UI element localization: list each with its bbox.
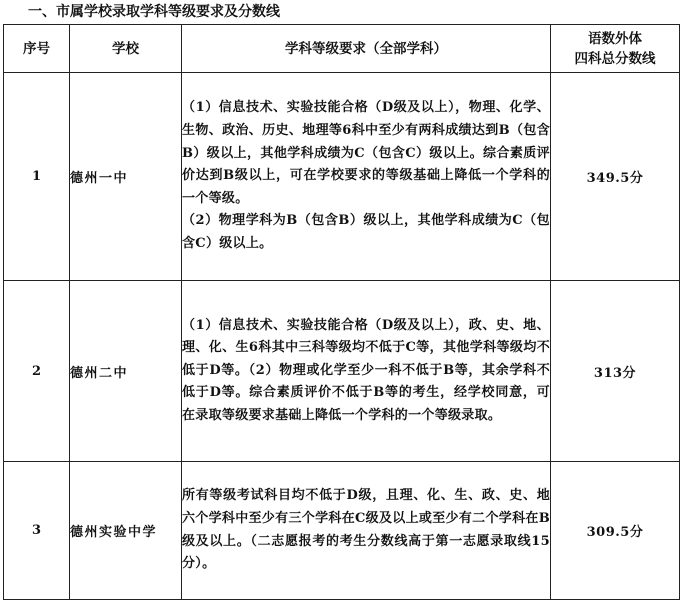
requirement-paragraph: 所有等级考试科目均不低于D级，且理、化、生、政、史、地六个学科中至少有三个学科在C级及以上或至少有二个学科在B级及以上。（二志愿报考的考生分数线高于第一志愿录取线15分）。: [182, 488, 550, 572]
requirement-paragraph: （1）信息技术、实验技能合格（D级及以上），政、史、地、理、化、生6科其中三科等级均不低于C等，其他学科等级均不低于D等。（2）物理或化学至少一科不低于B等，其余学科不低于D等。综合素质评价不低于B等的考生，经学校同意，可在录取等级要求基础上降低一个学科的一个等级录取。: [182, 317, 550, 423]
row-no: 3: [4, 462, 70, 600]
header-school: 学校: [70, 25, 182, 73]
header-score-line1: 语数外体: [588, 30, 642, 47]
row-school: 德州二中: [70, 281, 182, 462]
row-no: 2: [4, 281, 70, 462]
row-requirement: [182, 73, 551, 281]
row-score: 349.5分: [551, 73, 680, 281]
section-heading: 一、市属学校录取学科等级要求及分数线: [28, 4, 280, 20]
header-requirement: 学科等级要求（全部学科）: [182, 25, 551, 73]
table-header-row: [4, 25, 680, 73]
table-row: [4, 462, 680, 600]
table-row: [4, 281, 680, 462]
row-score: 309.5分: [551, 462, 680, 600]
requirement-paragraph: （1）信息技术、实验技能合格（D级及以上），物理、化学、生物、政治、历史、地理等6科中至少有两科成绩达到B（包含B）级以上，其他学科成绩为C（包含C）级以上。综合素质评价达到B级以上，可在学校要求的等级基础上降低一个学科的一个等级。: [182, 100, 550, 206]
row-score: 313分: [551, 281, 680, 462]
row-requirement: [182, 281, 551, 462]
table-row: [4, 73, 680, 281]
row-no: 1: [4, 73, 70, 281]
row-school: 德州实验中学: [70, 462, 182, 600]
header-no: 序号: [4, 25, 70, 73]
row-school: 德州一中: [70, 73, 182, 281]
header-score-line2: 四科总分数线: [574, 50, 656, 67]
header-score: [551, 25, 680, 73]
requirement-paragraph: （2）物理学科为B（包含B）级以上，其他学科成绩为C（包含C）级以上。: [182, 213, 550, 251]
admission-table: [3, 24, 680, 600]
row-requirement: [182, 462, 551, 600]
